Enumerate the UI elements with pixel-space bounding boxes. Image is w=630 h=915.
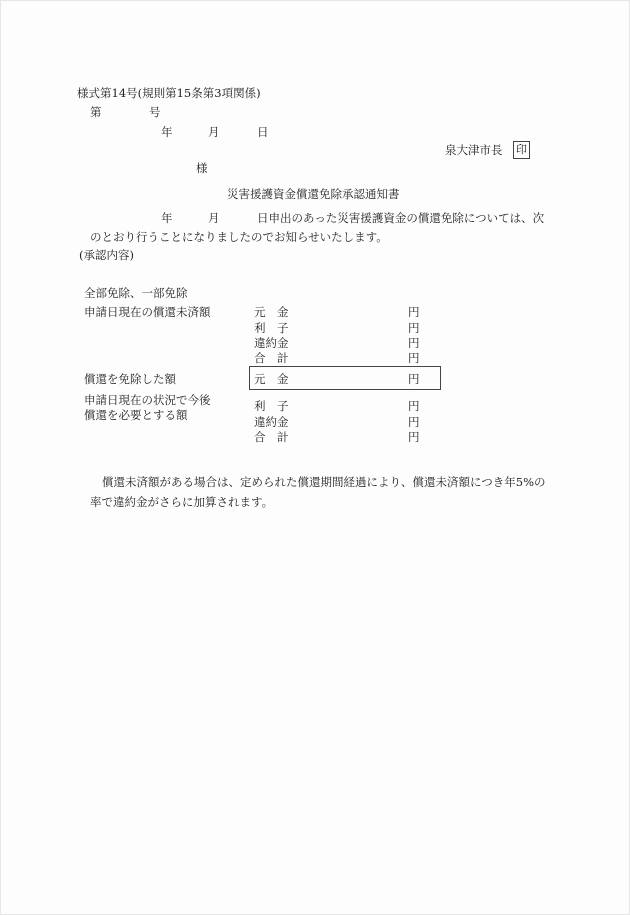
remaining-label-line-2: 償還を必要とする額 bbox=[84, 408, 188, 422]
outstanding-interest-item: 利 子 bbox=[254, 321, 289, 335]
outstanding-interest-unit: 円 bbox=[408, 321, 420, 335]
remaining-total-unit: 円 bbox=[408, 430, 420, 444]
outstanding-principal-item: 元 金 bbox=[254, 305, 289, 319]
remaining-label-line-1: 申請日現在の状況で今後 bbox=[84, 393, 211, 407]
issuer-name: 泉大津市長 bbox=[445, 143, 503, 157]
document-number-prefix: 第 bbox=[90, 105, 102, 119]
exempted-label: 償還を免除した額 bbox=[84, 372, 176, 386]
outstanding-penalty-unit: 円 bbox=[408, 336, 420, 350]
outstanding-penalty-item: 違約金 bbox=[254, 336, 289, 350]
issue-date-year: 年 bbox=[161, 125, 173, 139]
remaining-penalty-unit: 円 bbox=[408, 415, 420, 429]
addressee-suffix: 様 bbox=[196, 161, 208, 175]
exempted-principal-unit: 円 bbox=[408, 372, 420, 386]
remaining-interest-item: 利 子 bbox=[254, 399, 289, 413]
issue-date-day: 日 bbox=[257, 125, 269, 139]
seal-stamp: 印 bbox=[513, 141, 530, 159]
outstanding-total-unit: 円 bbox=[408, 351, 420, 365]
body-date-year: 年 bbox=[161, 211, 173, 225]
remaining-interest-unit: 円 bbox=[408, 399, 420, 413]
outstanding-label: 申請日現在の償還未済額 bbox=[84, 305, 211, 319]
note-line-1: 償還未済額がある場合は、定められた償還期間経過により、償還未済額につき年5%の bbox=[102, 475, 546, 489]
outstanding-principal-unit: 円 bbox=[408, 305, 420, 319]
body-line-1: 日申出のあった災害援護資金の償還免除については、次 bbox=[257, 211, 545, 225]
approval-heading: (承認内容) bbox=[79, 248, 134, 262]
exemption-type: 全部免除、一部免除 bbox=[84, 286, 188, 300]
body-date-month: 月 bbox=[208, 211, 220, 225]
document-title: 災害援護資金償還免除承認通知書 bbox=[227, 187, 400, 201]
outstanding-total-item: 合 計 bbox=[254, 351, 289, 365]
remaining-total-item: 合 計 bbox=[254, 430, 289, 444]
note-line-2: 率で違約金がさらに加算されます。 bbox=[90, 495, 274, 509]
exempted-principal-item: 元 金 bbox=[254, 372, 289, 386]
remaining-penalty-item: 違約金 bbox=[254, 415, 289, 429]
body-line-2: のとおり行うことになりましたのでお知らせいたします。 bbox=[90, 230, 388, 244]
document-number-suffix: 号 bbox=[149, 105, 161, 119]
issue-date-month: 月 bbox=[208, 125, 220, 139]
form-header: 様式第14号(規則第15条第3項関係) bbox=[77, 86, 261, 100]
